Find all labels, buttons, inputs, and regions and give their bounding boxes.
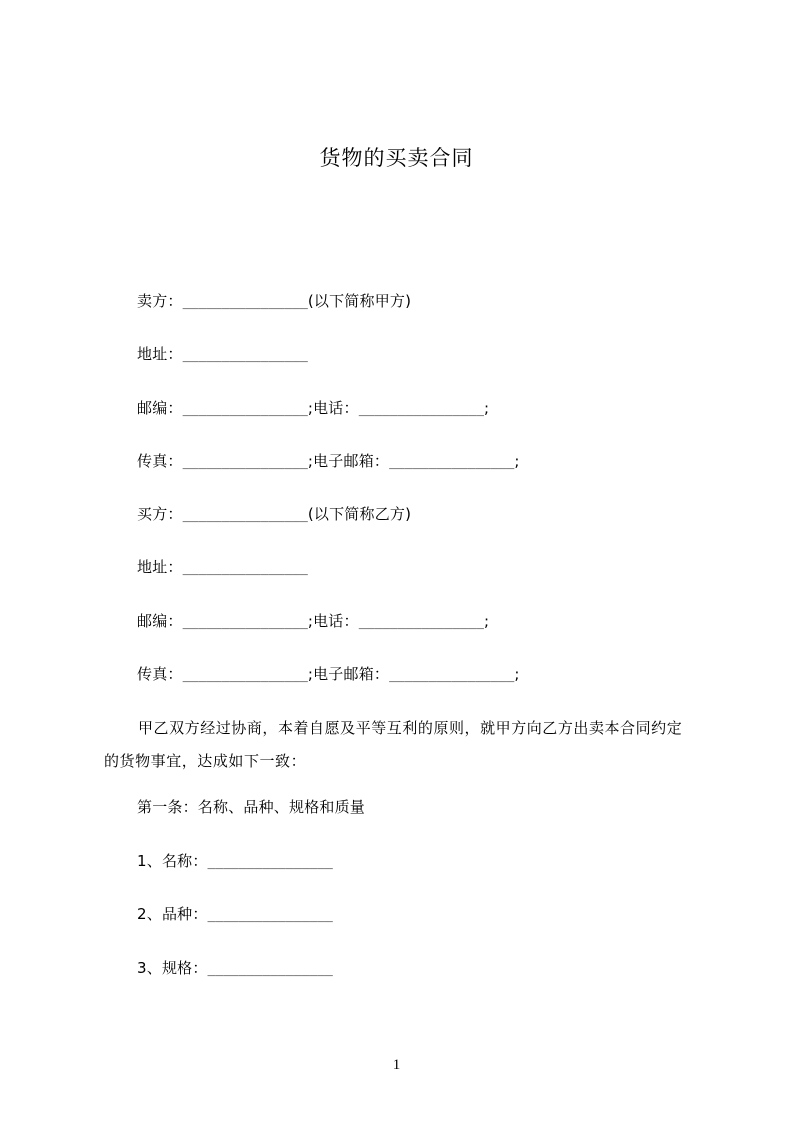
seller-name-blank: ________________ <box>182 295 308 310</box>
buyer-address-blank: ________________ <box>182 561 308 576</box>
buyer-fax-label: 传真： <box>137 665 183 683</box>
buyer-fax-blank: ________________ <box>182 668 308 683</box>
seller-contact-line <box>137 398 489 420</box>
seller-address-line <box>137 344 308 366</box>
buyer-postcode-blank: ________________ <box>182 615 308 630</box>
intro-line-2: 的货物事宜，达成如下一致： <box>104 752 307 770</box>
seller-postcode-label: 邮编： <box>137 399 183 417</box>
buyer-fax-line <box>137 664 520 686</box>
buyer-address-line <box>137 557 308 579</box>
buyer-label: 买方： <box>137 505 183 523</box>
buyer-phone-label: ;电话： <box>307 612 359 630</box>
seller-address-blank: ________________ <box>182 348 308 363</box>
buyer-email-blank: ________________ <box>389 668 515 683</box>
buyer-suffix: (以下简称乙方) <box>307 505 412 523</box>
article-1-heading: 第一条：名称、品种、规格和质量 <box>137 798 366 816</box>
buyer-email-end: ; <box>514 665 520 683</box>
seller-email-label: ;电子邮箱： <box>307 452 390 470</box>
seller-fax-blank: ________________ <box>182 455 308 470</box>
item-spec-blank: ________________ <box>207 962 333 977</box>
document-title: 货物的买卖合同 <box>319 146 474 170</box>
buyer-phone-end: ; <box>483 612 490 630</box>
page-number: 1 <box>392 1057 401 1073</box>
seller-phone-blank: ________________ <box>358 402 484 417</box>
buyer-name-blank: ________________ <box>182 508 308 523</box>
seller-postcode-blank: ________________ <box>182 402 308 417</box>
buyer-email-label: ;电子邮箱： <box>307 665 390 683</box>
seller-suffix: (以下简称甲方) <box>307 292 412 310</box>
seller-phone-end: ; <box>483 399 490 417</box>
item-name-label: 1、名称： <box>137 852 208 870</box>
intro-paragraph <box>104 718 704 784</box>
buyer-address-label: 地址： <box>137 558 183 576</box>
buyer-line <box>137 504 411 526</box>
item-variety-blank: ________________ <box>207 908 333 923</box>
seller-email-end: ; <box>514 452 520 470</box>
buyer-phone-blank: ________________ <box>358 615 484 630</box>
seller-label: 卖方： <box>137 292 183 310</box>
seller-line <box>137 291 411 313</box>
seller-email-blank: ________________ <box>389 455 515 470</box>
buyer-contact-line <box>137 611 489 633</box>
article-1-item-name <box>137 851 333 873</box>
seller-address-label: 地址： <box>137 345 183 363</box>
seller-phone-label: ;电话： <box>307 399 359 417</box>
seller-fax-line <box>137 451 520 473</box>
buyer-postcode-label: 邮编： <box>137 612 183 630</box>
item-name-blank: ________________ <box>207 855 333 870</box>
article-1-item-variety <box>137 904 333 926</box>
item-variety-label: 2、品种： <box>137 905 208 923</box>
article-1-item-spec <box>137 958 333 980</box>
item-spec-label: 3、规格： <box>137 959 208 977</box>
seller-fax-label: 传真： <box>137 452 183 470</box>
intro-line-1: 甲乙双方经过协商，本着自愿及平等互利的原则，就甲方向乙方出卖本合同约定 <box>138 719 683 737</box>
